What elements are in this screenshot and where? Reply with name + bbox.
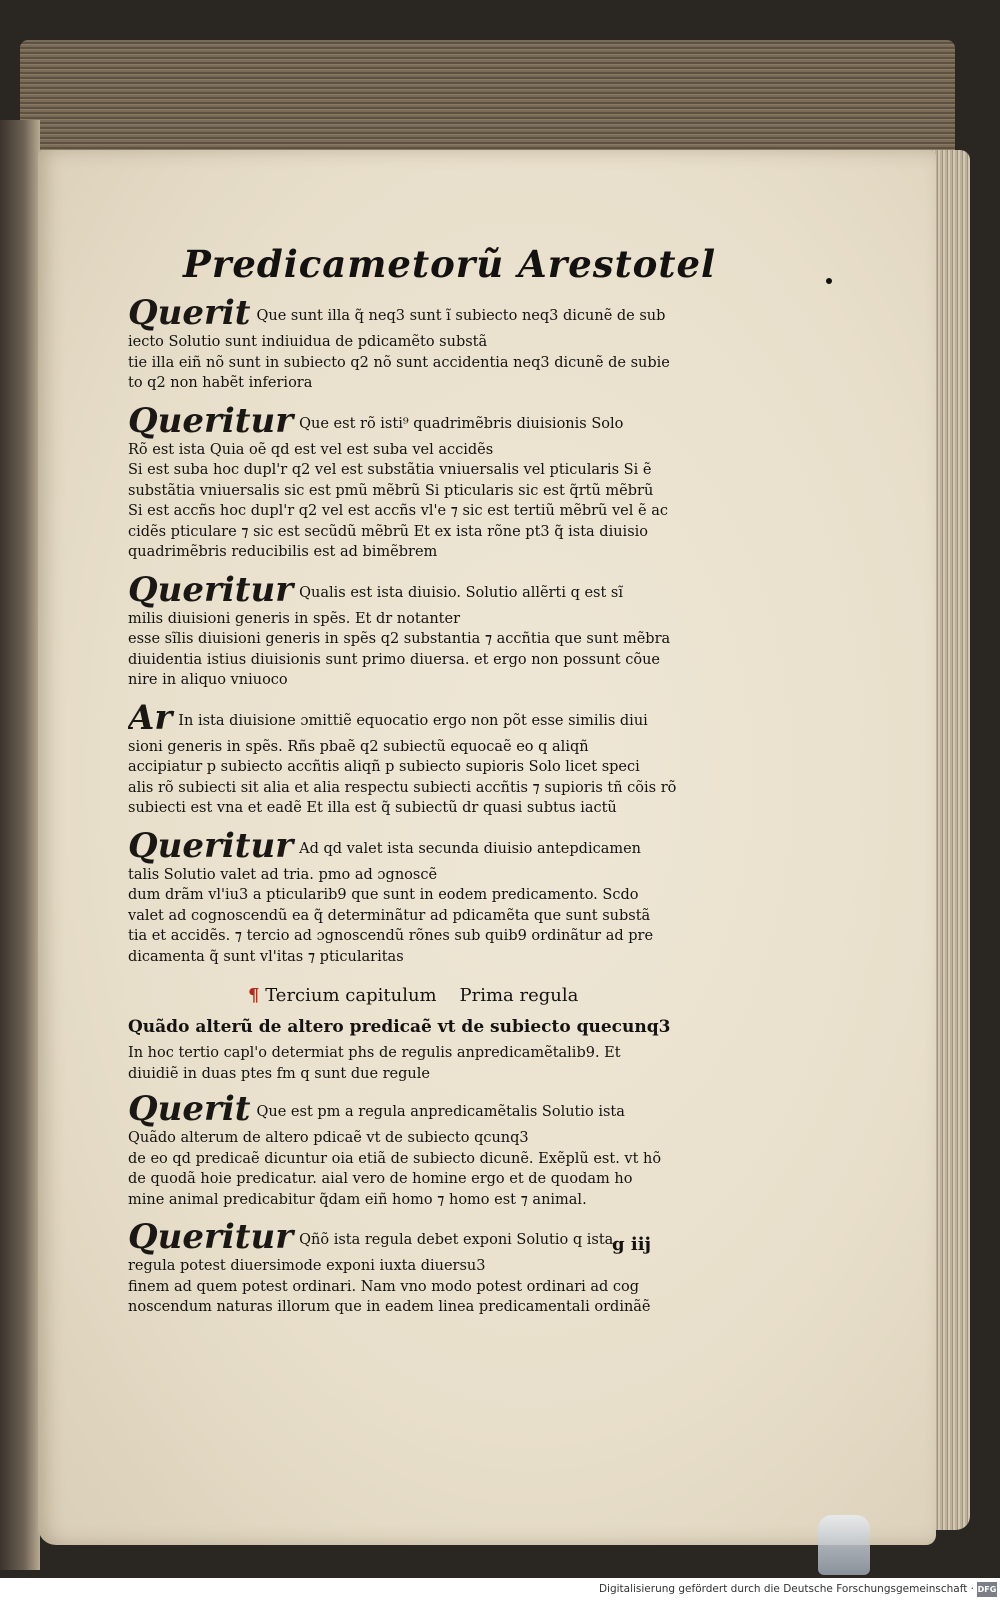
book-spine — [0, 120, 40, 1570]
text-line: finem ad quem potest ordinari. Nam vno modo potest ordinari ad cog — [128, 1278, 640, 1295]
text-line: Quãdo alterum de altero pdicaẽ vt de subiecto qcunq3 — [128, 1130, 529, 1146]
page-edges-top — [20, 40, 955, 158]
text-line-first — [128, 1090, 723, 1128]
chapter-title: Tercium capitulum — [265, 985, 437, 1006]
page-title: Predicametorũ Arestotel — [183, 242, 717, 286]
text-line: Que sunt illa q̃ neq3 sunt ĩ subiecto neq3 dicunẽ de sub — [256, 308, 666, 324]
text-line: subiecti est vna et eadẽ Et illa est q̃ subiectũ dr quasi subtus iactũ — [128, 800, 617, 816]
question-paragraph — [128, 402, 723, 563]
questions-part-2 — [128, 1090, 723, 1318]
question-heading: Querit — [128, 294, 251, 332]
text-line: alis rõ subiecti sit alia et alia respectu subiecti accñtis ⁊ supioris tñ cõis rõ — [128, 779, 677, 796]
text-line-first — [128, 571, 723, 609]
text-line: mine animal predicabitur q̃dam eiñ homo ⁊ homo est ⁊ animal. — [128, 1191, 587, 1208]
signature-mark: g iij — [612, 1234, 652, 1255]
text-line: sioni generis in spẽs. Rñs pbaẽ q2 subiectũ equocaẽ eo q aliqñ — [128, 738, 589, 755]
dfg-logo: DFG — [977, 1582, 997, 1597]
text-line: substãtia vniuersalis sic est pmũ mẽbrũ Si pticularis sic est q̃rtũ mẽbrũ — [128, 482, 654, 499]
text-line: Que est pm a regula anpredicamẽtalis Solutio ista — [256, 1104, 625, 1120]
text-line: to q2 non habẽt inferiora — [128, 375, 313, 391]
text-line: cidẽs pticulare ⁊ sic est secũdũ mẽbrũ Et ex ista rõne pt3 q̃ ista diuisio — [128, 523, 649, 540]
text-line: dicamenta q̃ sunt vl'itas ⁊ pticularitas — [128, 948, 404, 965]
text-line-first — [128, 699, 723, 737]
question-heading: Queritur — [128, 1218, 294, 1256]
chapter-intro — [128, 1043, 723, 1084]
text-line: de quodã hoie predicatur. aial vero de homine ergo et de quodam ho — [128, 1171, 633, 1187]
text-line: Qñõ ista regula debet exponi Solutio q ista — [299, 1232, 614, 1248]
text-line: In ista diuisione ɔmittiẽ equocatio ergo non põt esse similis diui — [178, 712, 648, 729]
question-paragraph — [128, 571, 723, 691]
text-line: valet ad cognoscendũ ea q̃ determinãtur ad pdicamẽta que sunt substã — [128, 907, 651, 924]
printed-text — [128, 240, 723, 1326]
question-paragraph — [128, 827, 723, 968]
footer-bar — [0, 1578, 1000, 1603]
questions-part-1 — [128, 294, 723, 967]
question-heading: Queritur — [128, 826, 294, 865]
text-line: Qualis est ista diuisio. Solutio allẽrti q est sĩ — [299, 584, 623, 601]
rule-heading: Quãdo alterũ de altero predicaẽ vt de subiecto quecunq3 — [128, 1017, 671, 1037]
text-line: dum drãm vl'iu3 a pticularib9 que sunt in eodem predicamento. Scdo — [128, 887, 639, 903]
intro-line: diuidiẽ in duas ptes fm q sunt due regule — [128, 1065, 430, 1082]
pilcrow-icon: ¶ — [248, 985, 260, 1006]
chapter-heading — [248, 983, 723, 1009]
text-line: nire in aliquo vniuoco — [128, 672, 288, 688]
text-line: de eo qd predicaẽ dicuntur oia etiã de subiecto dicunẽ. Exẽplũ est. vt hõ — [128, 1150, 662, 1167]
text-line: regula potest diuersimode exponi iuxta diuersu3 — [128, 1258, 486, 1274]
question-paragraph — [128, 294, 723, 394]
question-heading: Queritur — [128, 570, 294, 609]
question-paragraph — [128, 699, 723, 819]
text-line: diuidentia istius diuisionis sunt primo diuersa. et ergo non possunt cõue — [128, 651, 660, 668]
text-line: iecto Solutio sunt indiuidua de pdicamẽto substã — [128, 334, 488, 350]
text-line: Que est rõ isti⁹ quadrimẽbris diuisionis Solo — [299, 415, 624, 432]
text-line: talis Solutio valet ad tria. pmo ad ɔgnoscẽ — [128, 866, 438, 883]
ink-dot — [826, 278, 832, 284]
text-line: Si est suba hoc dupl'r q2 vel est substãtia vniuersalis vel pticularis Si ẽ — [128, 462, 652, 478]
text-line-first — [128, 402, 723, 440]
question-heading: Ar — [128, 698, 173, 737]
text-line: tia et accidẽs. ⁊ tercio ad ɔgnoscendũ rõnes sub quib9 ordinãtur ad pre — [128, 928, 654, 944]
thumb-clip — [818, 1515, 870, 1575]
text-line-first — [128, 827, 723, 865]
text-line: Ad qd valet ista secunda diuisio antepdicamen — [299, 840, 642, 857]
text-line: milis diuisioni generis in spẽs. Et dr notanter — [128, 610, 461, 627]
question-heading: Queritur — [128, 401, 294, 440]
intro-line: In hoc tertio capl'o determiat phs de regulis anpredicamẽtalib9. Et — [128, 1045, 621, 1061]
text-line: Si est accñs hoc dupl'r q2 vel est accñs vl'e ⁊ sic est tertiũ mẽbrũ vel ẽ ac — [128, 503, 668, 519]
text-line: esse sĩlis diuisioni generis in spẽs q2 substantia ⁊ accñtia que sunt mẽbra — [128, 631, 671, 647]
question-heading: Querit — [128, 1090, 251, 1128]
text-line: tie illa eiñ nõ sunt in subiecto q2 nõ sunt accidentia neq3 dicunẽ de subie — [128, 354, 670, 371]
text-line: noscendum naturas illorum que in eadem linea predicamentali ordinãẽ — [128, 1299, 651, 1315]
footer-credit: Digitalisierung gefördert durch die Deutsche Forschungsgemeinschaft · — [598, 1583, 974, 1595]
question-paragraph — [128, 1090, 723, 1210]
text-line: accipiatur p subiecto accñtis aliqñ p subiecto supioris Solo licet speci — [128, 759, 640, 775]
text-line: Rõ est ista Quia oẽ qd est vel est suba vel accidẽs — [128, 441, 494, 458]
text-line: quadrimẽbris reducibilis est ad bimẽbrem — [128, 544, 438, 560]
text-line-first — [128, 294, 723, 332]
chapter-rule: Prima regula — [459, 985, 579, 1006]
question-paragraph — [128, 1218, 723, 1318]
